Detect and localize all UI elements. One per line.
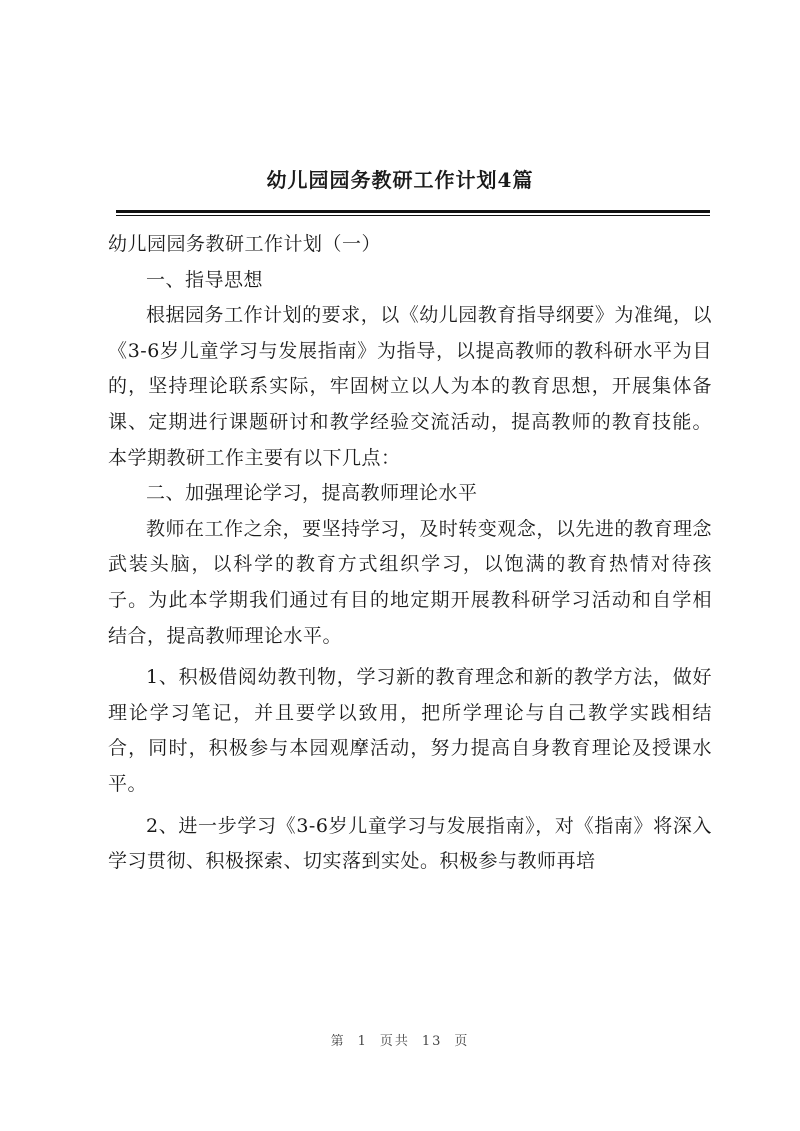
page-title: 幼儿园园务教研工作计划4篇 xyxy=(266,168,534,192)
page-footer xyxy=(0,1030,800,1049)
section-title: 幼儿园园务教研工作计划（一） xyxy=(108,233,382,255)
heading-guiding-ideology: 一、指导思想 xyxy=(146,268,264,291)
total-page-count: 13 xyxy=(421,1034,443,1049)
title-divider xyxy=(116,210,710,213)
heading-theory-study: 二、加强理论学习，提高教师理论水平 xyxy=(146,482,478,505)
document-body xyxy=(108,227,712,880)
paragraph-item-1: 1、积极借阅幼教刊物，学习新的教育理念和新的教学方法，做好理论学习笔记，并且要学以致用，把所学理论与自己教学实践相结合，同时，积极参与本园观摩活动，努力提高自身教育理论及授课水平。 xyxy=(108,666,712,795)
paragraph: 根据园务工作计划的要求，以《幼儿园教育指导纲要》为准绳，以《3-6岁儿童学习与发展指南》为指导，以提高教师的教科研水平为目的，坚持理论联系实际，牢固树立以人为本的教育思想，开展集体备课、定期进行课题研讨和教学经验交流活动，提高教师的教育技能。本学期教研工作主要有以下几点： xyxy=(108,304,712,469)
page-label-prefix: 第 xyxy=(330,1034,346,1049)
paragraph-item-2: 2、进一步学习《3-6岁儿童学习与发展指南》，对《指南》将深入学习贯彻、积极探索、切实落到实处。积极参与教师再培 xyxy=(108,814,712,873)
page-label-mid: 页共 xyxy=(379,1034,410,1049)
current-page-number: 1 xyxy=(357,1034,368,1049)
page-label-suffix: 页 xyxy=(454,1034,470,1049)
paragraph: 教师在工作之余，要坚持学习，及时转变观念，以先进的教育理念武装头脑，以科学的教育方式组织学习，以饱满的教育热情对待孩子。为此本学期我们通过有目的地定期开展教科研学习活动和自学相结合，提高教师理论水平。 xyxy=(108,517,712,647)
